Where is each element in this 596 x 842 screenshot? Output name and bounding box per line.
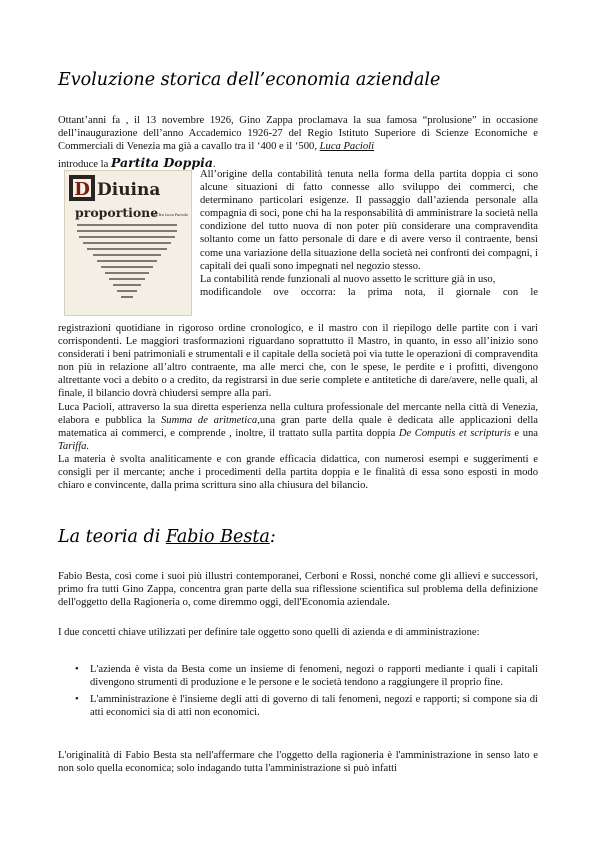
paragraph-origine-text: All’origine della contabilità tenuta nella forma della partita doppia ci sono alcune situazioni di fatto connesse allo sviluppo dei commerci, che determinano particolari esigenze. Il passaggio dall’azienda personale alla compagnia di soci, pone chi ha la responsabilità di amministrare la società nella condizione del tutto nuova di non poter più considerare una compravendita soltanto come un fatto personale di dare e di avere verso il contraente, bensì come una variazione della situazione della società nei confronti dei compagni, i capitali dei quali sono impegnati nel negozio stesso.	[200, 169, 539, 272]
list-item	[58, 663, 538, 689]
paragraph-originalita: L'originalità di Fabio Besta sta nell'affermare che l'oggetto della ragioneria è l'amministrazione in senso lato e non solo quella economica; solo indagando tutta l'amministrazione si può infatti	[58, 750, 538, 775]
paragraph-materia: La materia è svolta analiticamente e con grande efficacia didattica, con numerosi esempi e suggerimenti e consigli per il mercante; anche i procedimenti della partita doppia e le finalità di essa sono esposti in modo chiaro e convincente, dalla prima scrittura sino alla chiusura del bilancio.	[58, 453, 538, 492]
partita-doppia-label: Partita Doppia	[110, 155, 213, 170]
paragraph-besta: Fabio Besta, così come i suoi più illustri contemporanei, Cerboni e Rossi, nonché come gli allievi e successori, primo fra tutti Gino Zappa, concentra gran parte della sua riflessione scientifica sul problema della definizione dell'oggetto della Ragioneria o, come diremmo oggi, dell'Economia aziendale.	[58, 571, 538, 609]
list-item-text: L'amministrazione è l'insieme degli atti di governo di tali fenomeni, negozi e rapporti; si compone sia di atti economici sia di atti non economici.	[90, 694, 538, 719]
list-item	[58, 693, 538, 719]
paragraph-intro	[58, 114, 538, 153]
pacioli-text-a: Luca Pacioli, attraverso la sua diretta esperienza nella cultura professionale del mercante nella città di Venezia, elabora e pubblica la	[58, 401, 538, 426]
divina-proportione-image	[64, 170, 192, 316]
section2-title-suffix: :	[269, 527, 276, 547]
image-caption: de fra Luca Paciolo	[153, 213, 188, 217]
svg-text:D: D	[74, 179, 90, 200]
section2-title	[58, 527, 276, 547]
luca-pacioli-link[interactable]: Luca Pacioli	[319, 141, 375, 153]
paragraph-contabilita-line2: modificandole ove occorra: la prima nota, il giornale con le	[200, 286, 538, 298]
summa-title: Summa de aritmetica	[160, 414, 258, 426]
paragraph-contabilita-start: La contabilità rende funzionali al nuovo assetto le scritture già in uso,	[200, 273, 496, 285]
section2-title-prefix: La teoria di	[58, 527, 166, 547]
concept-list	[58, 663, 538, 723]
section1-title: Evoluzione storica dell’economia aziendale	[58, 70, 441, 90]
image-subheading: proportione	[75, 205, 159, 220]
paragraph-mastro	[58, 322, 538, 492]
bullet-icon: •	[75, 664, 79, 675]
intro-text: introduce la	[58, 159, 111, 170]
paragraph-concetti: I due concetti chiave utilizzati per definire tale oggetto sono quelli di azienda e di amministrazione:	[58, 627, 480, 638]
de-computis-title: De Computis et scripturis	[398, 427, 511, 439]
intro-end: .	[212, 159, 216, 170]
fabio-besta-link[interactable]: Fabio Besta	[165, 527, 270, 547]
tariffa-title: Tariffa.	[58, 440, 90, 452]
paragraph-intro-text: Ottant’anni fa , il 13 novembre 1926, Gino Zappa proclamava la sua famosa “prolusione” in occasione dell’inaugurazione dell’anno Accademico 1926-27 del Regio Istituto Superiore di Scienze Economiche e Commerciali di Venezia ma già a cavallo tra il ‘400 e il ‘500,	[58, 115, 538, 153]
paragraph-origine	[200, 168, 538, 299]
list-item-text: L'azienda è vista da Besta come un insieme di fenomeni, negozi o rapporti mediante i quali i capitali divengono strumenti di produzione e le persone e le società tendono a raggiungere il proprio fine.	[90, 664, 538, 689]
bullet-icon: •	[75, 694, 79, 706]
pacioli-text-c: e una	[510, 427, 538, 439]
paragraph-pacioli	[58, 401, 538, 453]
image-heading: Diuina	[97, 180, 161, 200]
paragraph-mastro-text: registrazioni quotidiane in rigoroso ordine cronologico, e il mastro con il riepilogo delle partite con i vari corrispondenti. Le maggiori trasformazioni riguardano soprattutto il Mastro, in quanto, in esso all’inizio sono considerati i beni patrimoniali e strumentali e il capitale della società poi via tutte le operazioni di compravendita non più in relazione all’altro contraente, ma alle merci che, con le spese, le perdite e i profitti, divengono altrettante voci a debito o a credito, da registrarsi in due serie complete e antitetiche di dare/avere, nelle quali, al finale, il bilancio dovrà chiudersi sempre alla pari.	[58, 323, 538, 400]
pacioli-text-b: ,una gran parte della quale è dedicata alle applicazioni della matematica ai commerci, e comprende , inoltre, il trattato sulla partita doppia	[58, 414, 538, 439]
